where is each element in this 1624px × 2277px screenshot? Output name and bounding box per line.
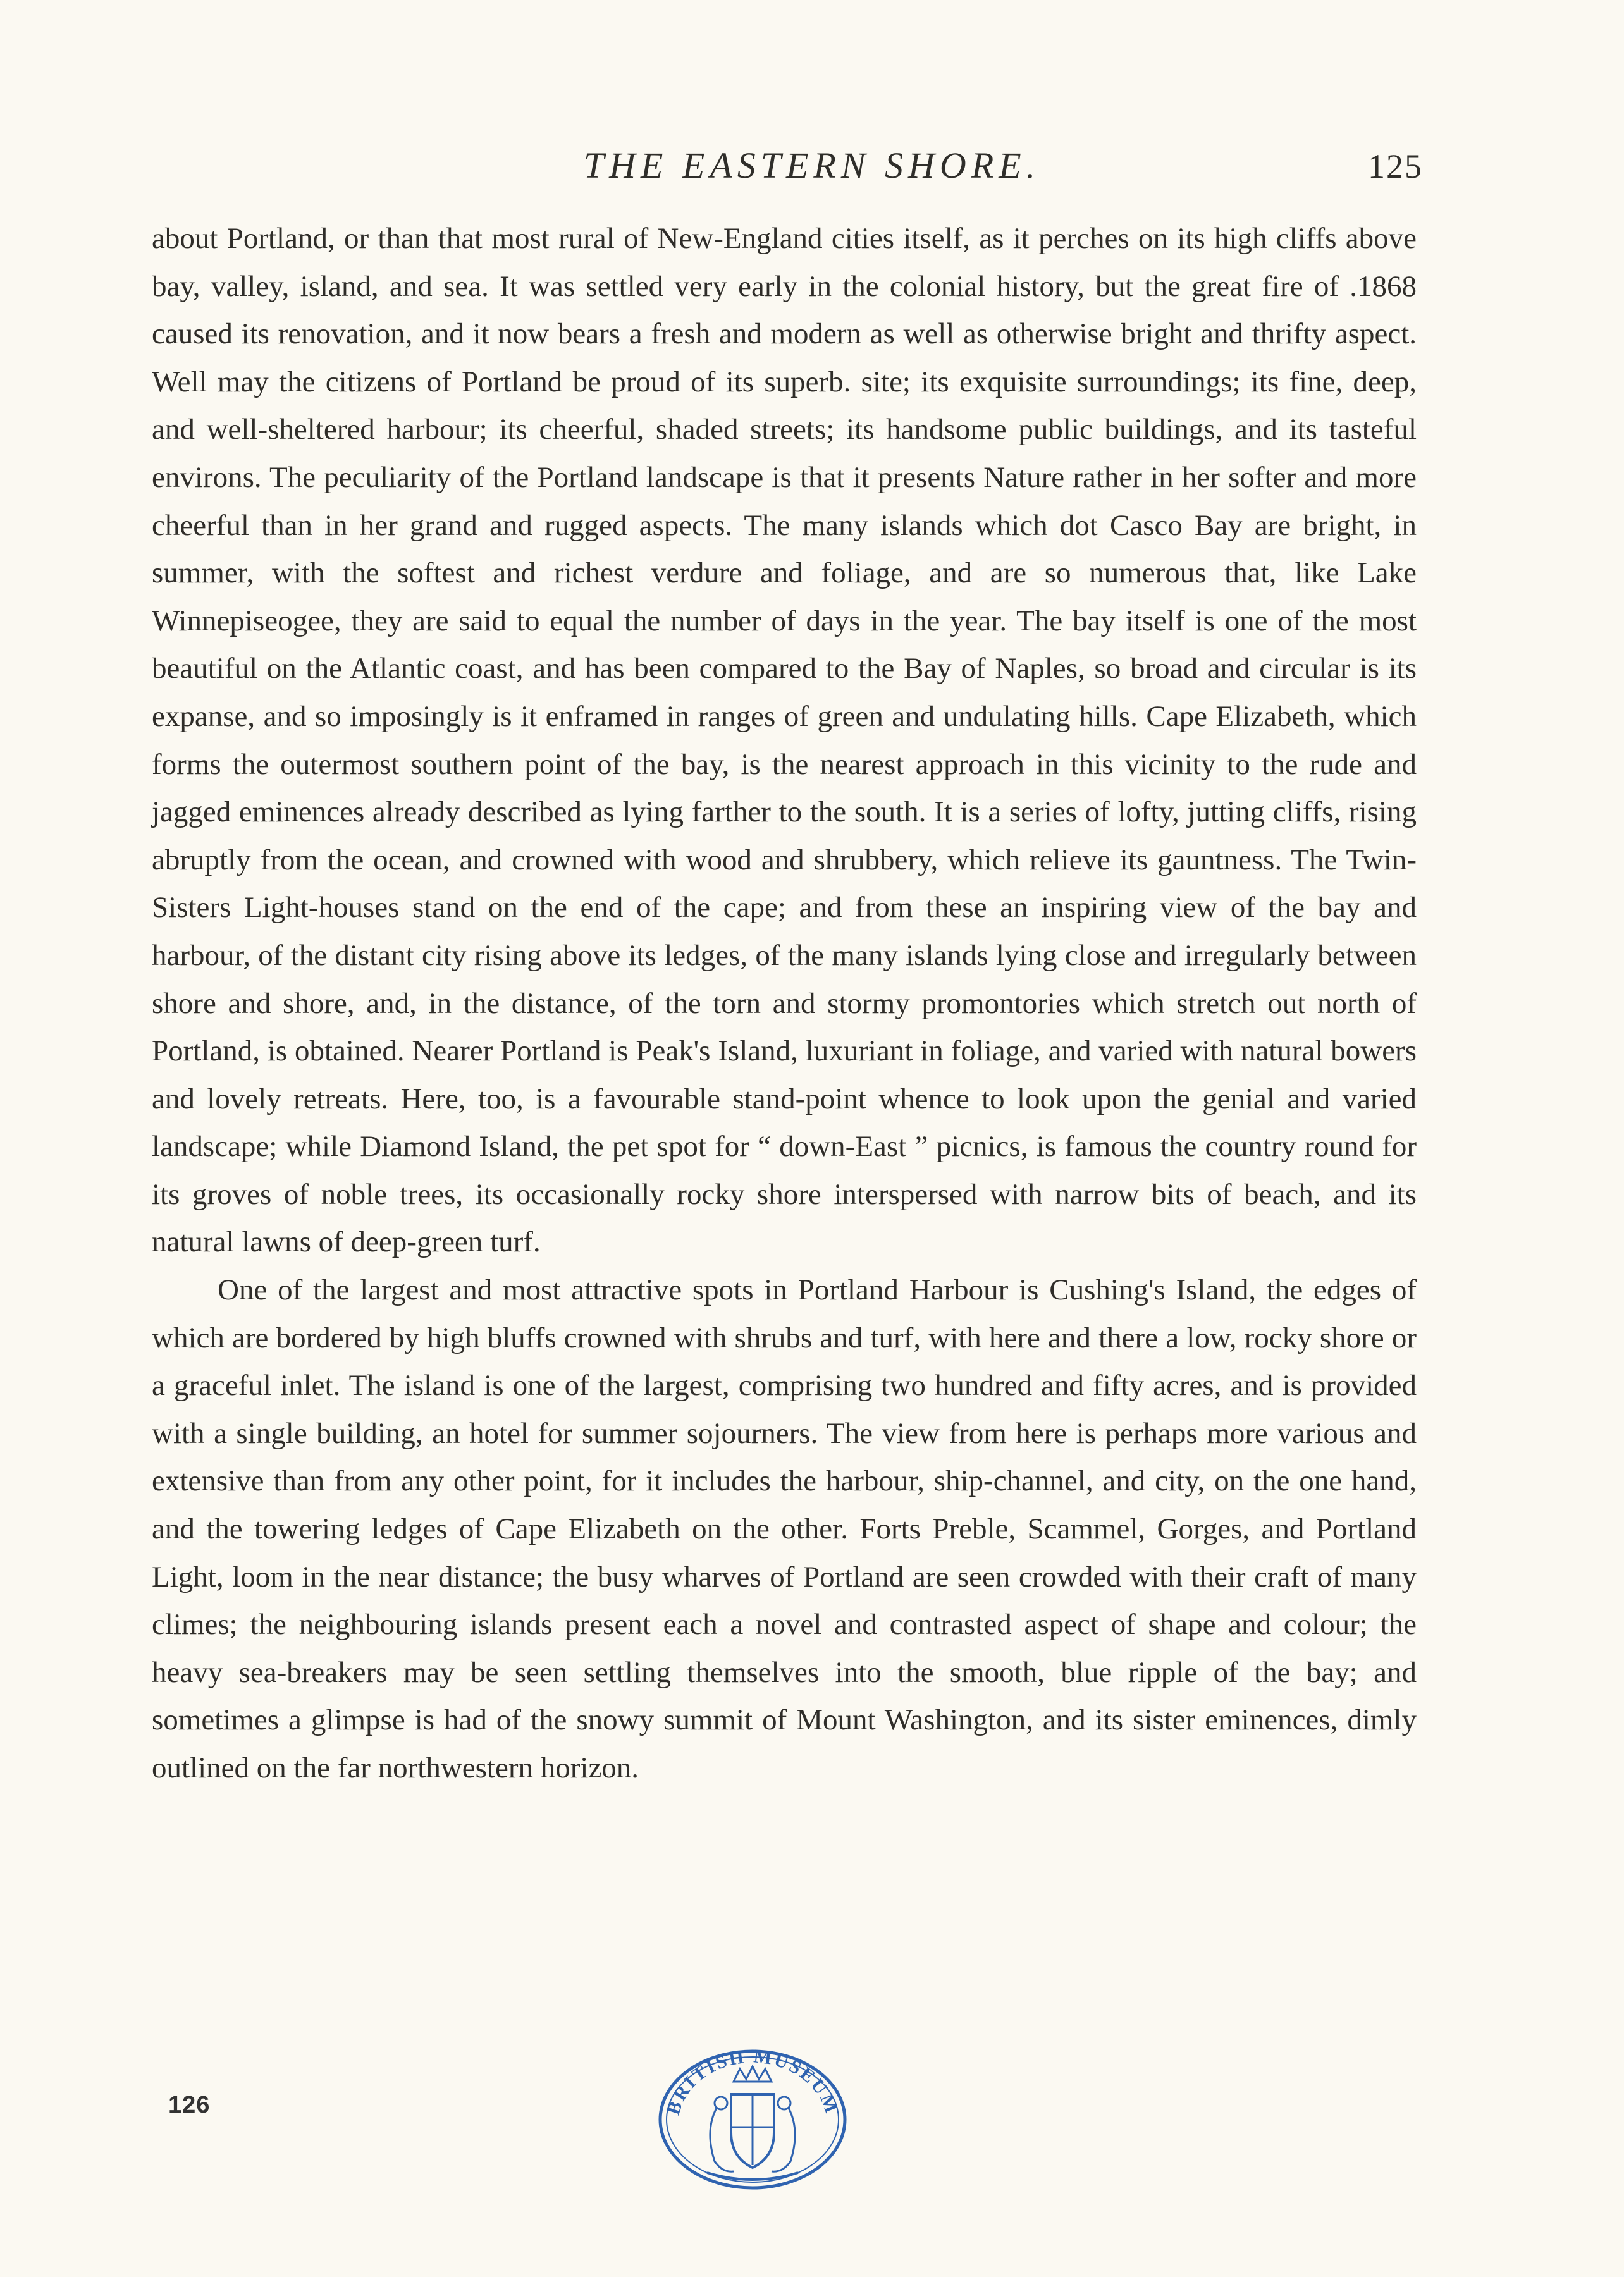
running-title: THE EASTERN SHORE. (583, 145, 1041, 186)
coat-of-arms-icon (707, 2066, 798, 2180)
paragraph-2: One of the largest and most attractive spots in Portland Harbour is Cushing's Island, the edges of which are bordered by high bluffs crowned with shrubs and turf, with here and there a low, rocky shore or a graceful inlet. The island is one of the largest, comprising two hundred and fifty acres, and is provided with a single building, an hotel for summer sojourners. The view from here is perhaps more various and extensive than from any other point, for it includes the harbour, ship-channel, and city, on the one hand, and the towering ledges of Cape Elizabeth on the other. Forts Preble, Scammel, Gorges, and Portland Light, loom in the near distance; the busy wharves of Portland are seen crowded with their craft of many climes; the neighbouring islands present each a novel and contrasted aspect of shape and colour; the heavy sea-breakers may be seen settling themselves into the smooth, blue ripple of the bay; and sometimes a glimpse is had of the snowy summit of Mount Washington, and its sister eminences, dimly outlined on the far northwestern horizon. (152, 1274, 1417, 1784)
paragraph-1: about Portland, or than that most rural of New-England cities itself, as it perches on its high cliffs above bay, valley, island, and sea. It was settled very early in the colonial history, but the great fire of .1868 caused its renovation, and it now bears a fresh and modern as well as otherwise bright and thrifty aspect. Well may the citizens of Portland be proud of its superb. site; its exquisite surroundings; its fine, deep, and well-sheltered harbour; its cheerful, shaded streets; its handsome public buildings, and its tasteful environs. The peculiarity of the Portland landscape is that it presents Nature rather in her softer and more cheerful than in her grand and rugged aspects. The many islands which dot Casco Bay are bright, in summer, with the softest and richest verdure and foliage, and are so numerous that, like Lake Winnepiseogee, they are said to equal the number of days in the year. The bay itself is one of the most beautiful on the Atlantic coast, and has been compared to the Bay of Naples, so broad and circular is its expanse, and so imposingly is it enframed in ranges of green and undulating hills. Cape Elizabeth, which forms the outermost southern point of the bay, is the nearest approach in this vicinity to the rude and jagged eminences already described as lying farther to the south. It is a series of lofty, jutting cliffs, rising abruptly from the ocean, and crowned with wood and shrubbery, which relieve its gauntness. The Twin-Sisters Light-houses stand on the end of the cape; and from these an inspiring view of the bay and harbour, of the distant city rising above its ledges, of the many islands lying close and irregularly between shore and shore, and, in the distance, of the torn and stormy promontories which stretch out north of Portland, is obtained. Nearer Portland is Peak's Island, luxuriant in foliage, and varied with natural bowers and lovely retreats. Here, too, is a favourable stand-point whence to look upon the genial and varied landscape; while Diamond Island, the pet spot for “ down-East ” picnics, is famous the country round for its groves of noble trees, its occasionally rocky shore interspersed with narrow bits of beach, and its natural lawns of deep-green turf. (152, 222, 1417, 1259)
body-text (152, 215, 1417, 1793)
signature-mark: 126 (168, 2092, 211, 2118)
running-head (0, 144, 1624, 195)
stamp-text: BRITISH MUSEUM (663, 2046, 843, 2118)
page-number: 125 (1368, 147, 1423, 185)
british-museum-stamp (651, 2037, 854, 2195)
